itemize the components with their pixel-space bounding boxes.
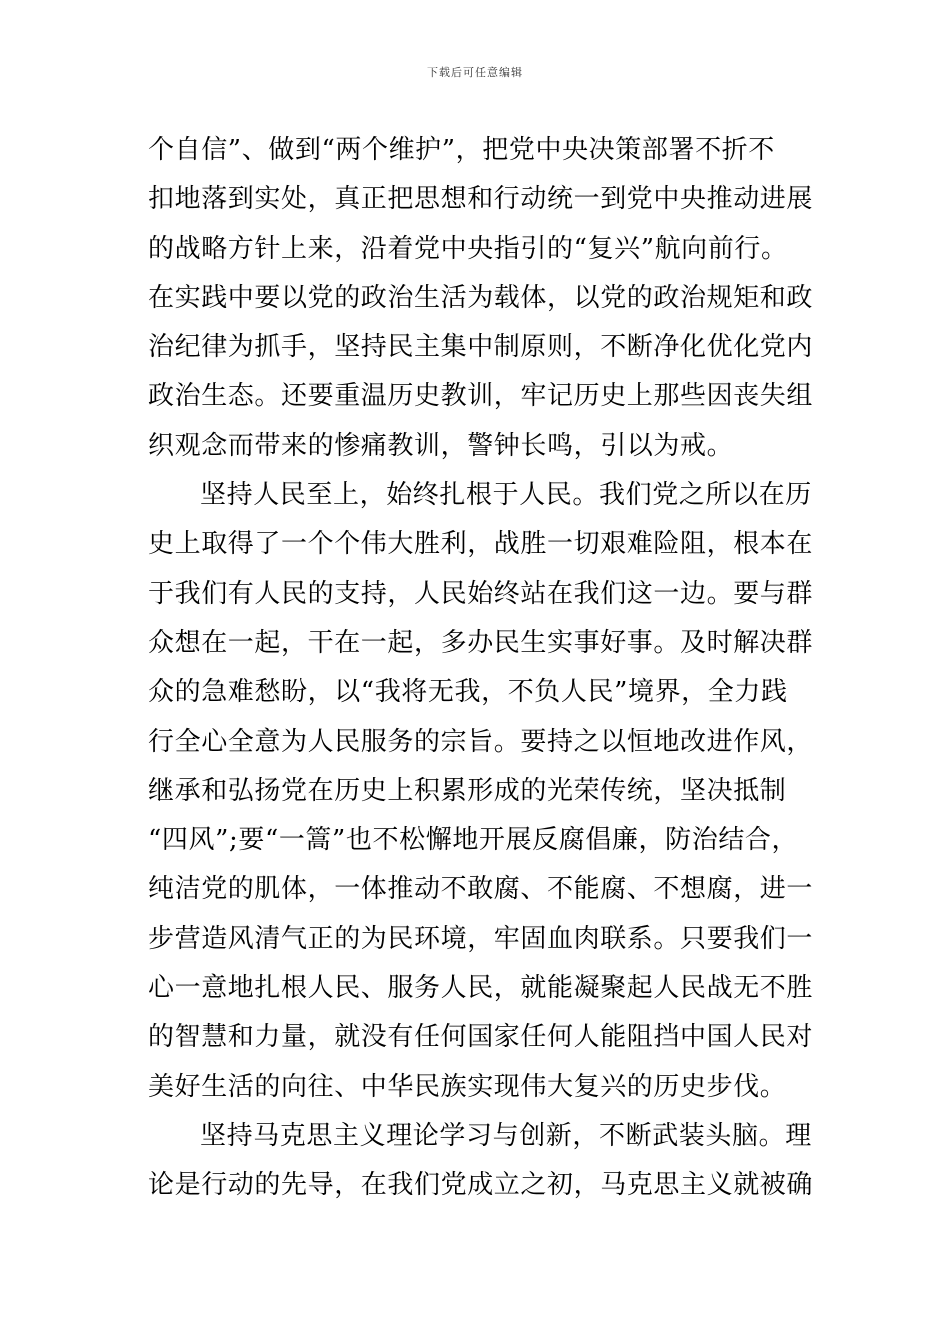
text-line: 心一意地扎根人民、服务人民，就能凝聚起人民战无不胜 [148, 973, 814, 1004]
text-line: 行全心全意为人民服务的宗旨。要持之以恒地改进作风， [148, 726, 814, 757]
text-line: 在实践中要以党的政治生活为载体，以党的政治规矩和政 [148, 282, 814, 313]
text-line: 的智慧和力量，就没有任何国家任何人能阻挡中国人民对 [148, 1022, 814, 1053]
text-line: 治纪律为抓手，坚持民主集中制原则，不断净化优化党内 [148, 332, 814, 363]
text-line: 史上取得了一个个伟大胜利，战胜一切艰难险阻，根本在 [148, 529, 814, 560]
text-line: 政治生态。还要重温历史教训，牢记历史上那些因丧失组 [148, 381, 814, 412]
paragraph-start-line: 坚持人民至上，始终扎根于人民。我们党之所以在历 [200, 480, 812, 511]
text-line: 众的急难愁盼，以“我将无我，不负人民”境界，全力践 [148, 677, 788, 708]
text-line: 众想在一起，干在一起，多办民生实事好事。及时解决群 [148, 627, 814, 658]
text-line: 纯洁党的肌体，一体推动不敢腐、不能腐、不想腐，进一 [148, 874, 814, 905]
text-line: 继承和弘扬党在历史上积累形成的光荣传统，坚决抵制 [148, 775, 787, 806]
header-note: 下载后可任意编辑 [427, 66, 523, 79]
text-line: 美好生活的向往、中华民族实现伟大复兴的历史步伐。 [148, 1071, 787, 1102]
text-line: 论是行动的先导，在我们党成立之初，马克思主义就被确 [148, 1170, 814, 1201]
text-line: 扣地落到实处，真正把思想和行动统一到党中央推动进展 [148, 184, 814, 215]
paragraph-start-line: 坚持马克思主义理论学习与创新，不断武装头脑。理 [200, 1120, 812, 1151]
text-line: 个自信”、做到“两个维护”，把党中央决策部署不折不 [148, 135, 775, 165]
text-line: 织观念而带来的惨痛教训，警钟长鸣，引以为戒。 [148, 430, 734, 461]
document-body [148, 126, 828, 1211]
text-line: 步营造风清气正的为民环境，牢固血肉联系。只要我们一 [148, 923, 814, 954]
text-line: 于我们有人民的支持，人民始终站在我们这一边。要与群 [148, 578, 814, 609]
text-line: 的战略方针上来，沿着党中央指引的“复兴”航向前行。 [148, 233, 788, 264]
text-line: “四风”;要“一篙”也不松懈地开展反腐倡廉，防治结合， [148, 825, 799, 856]
